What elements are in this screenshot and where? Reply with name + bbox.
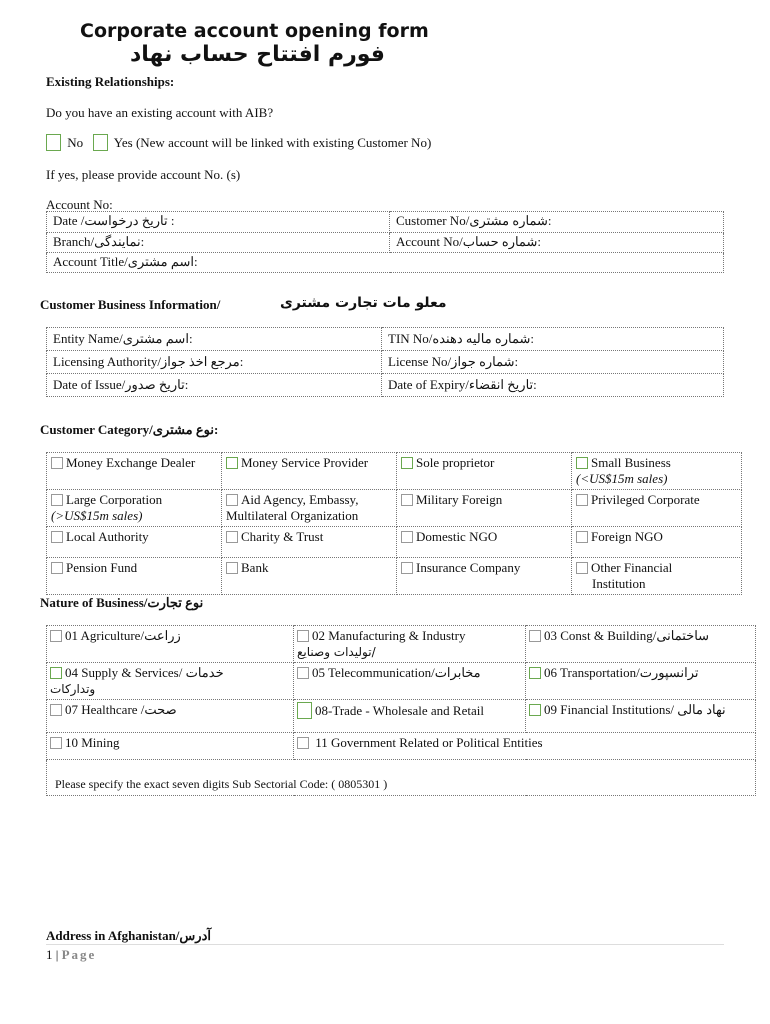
- cat-large-corporation[interactable]: [47, 490, 222, 527]
- cat-sublabel: (<US$15m sales): [576, 471, 668, 486]
- cat-label: Money Exchange Dealer: [66, 455, 196, 470]
- cat-privileged-corporate[interactable]: [572, 490, 742, 527]
- nat-label: 10 Mining: [65, 735, 120, 750]
- nat-sublabel: وتدارکات: [50, 682, 96, 696]
- cat-sole-proprietor[interactable]: [397, 453, 572, 490]
- yes-label: Yes (New account will be linked with existing Customer No): [113, 135, 432, 150]
- nat-telecommunication[interactable]: [294, 663, 526, 700]
- licensing-authority-field[interactable]: Licensing Authority/مرجع اخذ جواز:: [47, 351, 382, 374]
- form-title-fa: فورم افتتاح حساب نهاد: [130, 42, 385, 67]
- checkbox-icon[interactable]: [529, 667, 541, 679]
- yes-checkbox[interactable]: [93, 134, 108, 151]
- cat-label: Foreign NGO: [591, 529, 663, 544]
- checkbox-icon[interactable]: [576, 531, 588, 543]
- cat-label: Other Financial: [591, 560, 673, 575]
- cat-military-foreign[interactable]: [397, 490, 572, 527]
- cat-insurance-company[interactable]: [397, 558, 572, 595]
- license-no-field[interactable]: License No/شماره جواز:: [382, 351, 724, 374]
- cat-sublabel: Multilateral Organization: [226, 508, 359, 523]
- nature-of-business-table: [46, 625, 756, 796]
- cat-label: Domestic NGO: [416, 529, 498, 544]
- nat-healthcare[interactable]: [47, 700, 294, 733]
- cat-sublabel: Institution: [592, 576, 646, 591]
- cat-domestic-ngo[interactable]: [397, 527, 572, 558]
- cat-label: Insurance Company: [416, 560, 521, 575]
- cat-small-business[interactable]: [572, 453, 742, 490]
- cat-label: Aid Agency, Embassy,: [241, 492, 359, 507]
- cat-foreign-ngo[interactable]: [572, 527, 742, 558]
- nat-agriculture[interactable]: [47, 626, 294, 663]
- nat-construction[interactable]: [526, 626, 756, 663]
- checkbox-icon[interactable]: [51, 457, 63, 469]
- page-label: Page: [61, 947, 97, 962]
- subsector-label: Please specify the exact seven digits Sub Sectorial Code: ( 0805301 ): [55, 777, 388, 791]
- cat-local-authority[interactable]: [47, 527, 222, 558]
- customer-no-field[interactable]: Customer No/شماره مشتری:: [390, 212, 724, 233]
- checkbox-icon[interactable]: [401, 494, 413, 506]
- cat-money-service[interactable]: [222, 453, 397, 490]
- date-of-issue-field[interactable]: Date of Issue/تاریخ صدور:: [47, 374, 382, 397]
- nat-label: 06 Transportation/ترانسپورت: [544, 665, 699, 680]
- nature-of-business-heading: Nature of Business/نوع تجارت: [40, 595, 204, 610]
- no-label: No: [67, 135, 84, 150]
- cat-label: Charity & Trust: [241, 529, 324, 544]
- customer-category-table: [46, 452, 742, 595]
- cat-label: Sole proprietor: [416, 455, 495, 470]
- cat-aid-agency[interactable]: [222, 490, 397, 527]
- nat-financial-institutions[interactable]: [526, 700, 756, 733]
- page-number: [46, 947, 96, 963]
- nat-label: 07 Healthcare /صحت: [65, 702, 177, 717]
- existing-yes-option[interactable]: [93, 134, 431, 151]
- checkbox-icon[interactable]: [529, 630, 541, 642]
- nat-transportation[interactable]: [526, 663, 756, 700]
- nat-label: 05 Telecommunication/مخابرات: [312, 665, 481, 680]
- if-yes-text: If yes, please provide account No. (s): [46, 167, 241, 182]
- cat-other-financial[interactable]: [572, 558, 742, 595]
- existing-no-option[interactable]: [46, 134, 83, 151]
- checkbox-icon[interactable]: [226, 457, 238, 469]
- nat-trade[interactable]: [294, 700, 526, 733]
- checkbox-icon[interactable]: [297, 702, 312, 719]
- date-of-expiry-field[interactable]: Date of Expiry/تاریخ انقضاء:: [382, 374, 724, 397]
- nat-supply-services[interactable]: [47, 663, 294, 700]
- checkbox-icon[interactable]: [401, 457, 413, 469]
- checkbox-icon[interactable]: [51, 562, 63, 574]
- nat-label: 03 Const & Building/ساختمانی: [544, 628, 710, 643]
- checkbox-icon[interactable]: [50, 737, 62, 749]
- existing-relationships-heading: Existing Relationships:: [46, 74, 175, 89]
- checkbox-icon[interactable]: [50, 667, 62, 679]
- account-title-field[interactable]: Account Title/اسم مشتری:: [47, 253, 724, 273]
- nat-label: 09 Financial Institutions/ نهاد مالی: [544, 702, 726, 717]
- checkbox-icon[interactable]: [297, 737, 309, 749]
- existing-account-question: Do you have an existing account with AIB?: [46, 105, 274, 120]
- page-number-value: 1 |: [46, 947, 62, 962]
- nat-label: 11 Government Related or Political Entities: [315, 735, 543, 750]
- subsector-code-field[interactable]: [47, 760, 756, 796]
- nat-label: 04 Supply & Services/ خدمات: [65, 665, 224, 680]
- checkbox-icon[interactable]: [226, 562, 238, 574]
- no-checkbox[interactable]: [46, 134, 61, 151]
- checkbox-icon[interactable]: [51, 494, 63, 506]
- checkbox-icon[interactable]: [576, 457, 588, 469]
- checkbox-icon[interactable]: [297, 667, 309, 679]
- customer-category-heading: Customer Category/نوع مشتری:: [40, 422, 219, 437]
- cat-label: Bank: [241, 560, 269, 575]
- date-field[interactable]: Date /تاریخ درخواست :: [47, 212, 390, 233]
- cat-label: Pension Fund: [66, 560, 138, 575]
- cat-charity-trust[interactable]: [222, 527, 397, 558]
- cat-pension-fund[interactable]: [47, 558, 222, 595]
- cat-money-exchange[interactable]: [47, 453, 222, 490]
- checkbox-icon[interactable]: [51, 531, 63, 543]
- business-info-table: [46, 327, 724, 397]
- cat-bank[interactable]: [222, 558, 397, 595]
- business-info-heading: Customer Business Information/: [40, 297, 221, 312]
- nat-label: 02 Manufacturing & Industry: [312, 628, 466, 643]
- cat-label: Small Business: [591, 455, 671, 470]
- checkbox-icon[interactable]: [529, 704, 541, 716]
- form-title-en: Corporate account opening form: [80, 20, 429, 42]
- cat-label: Military Foreign: [416, 492, 503, 507]
- existing-account-table: [46, 211, 724, 273]
- branch-field[interactable]: Branch/نمایندگی:: [47, 233, 390, 253]
- nat-sublabel: تولیدات وصنایع/: [297, 645, 376, 659]
- checkbox-icon[interactable]: [297, 630, 309, 642]
- nat-manufacturing[interactable]: [294, 626, 526, 663]
- checkbox-icon[interactable]: [576, 494, 588, 506]
- checkbox-icon[interactable]: [50, 704, 62, 716]
- cat-sublabel: (>US$15m sales): [51, 508, 143, 523]
- checkbox-icon[interactable]: [401, 531, 413, 543]
- footer-divider: [46, 944, 724, 945]
- tin-no-field[interactable]: TIN No/شماره مالیه دهنده:: [382, 328, 724, 351]
- account-no-label: Account No:: [46, 197, 113, 212]
- nat-mining[interactable]: [47, 733, 294, 760]
- checkbox-icon[interactable]: [401, 562, 413, 574]
- nat-government[interactable]: [294, 733, 756, 760]
- account-no-field[interactable]: Account No/شماره حساب:: [390, 233, 724, 253]
- address-heading: Address in Afghanistan/آدرس: [46, 928, 211, 943]
- checkbox-icon[interactable]: [50, 630, 62, 642]
- cat-label: Privileged Corporate: [591, 492, 700, 507]
- cat-label: Local Authority: [66, 529, 149, 544]
- cat-label: Money Service Provider: [241, 455, 369, 470]
- nat-label: 08-Trade - Wholesale and Retail: [315, 703, 484, 718]
- checkbox-icon[interactable]: [576, 562, 588, 574]
- checkbox-icon[interactable]: [226, 494, 238, 506]
- entity-name-field[interactable]: Entity Name/اسم مشتری:: [47, 328, 382, 351]
- cat-label: Large Corporation: [66, 492, 163, 507]
- nat-label: 01 Agriculture/زراعت: [65, 628, 181, 643]
- business-info-heading-fa: معلو مات تجارت مشتری: [280, 295, 447, 311]
- checkbox-icon[interactable]: [226, 531, 238, 543]
